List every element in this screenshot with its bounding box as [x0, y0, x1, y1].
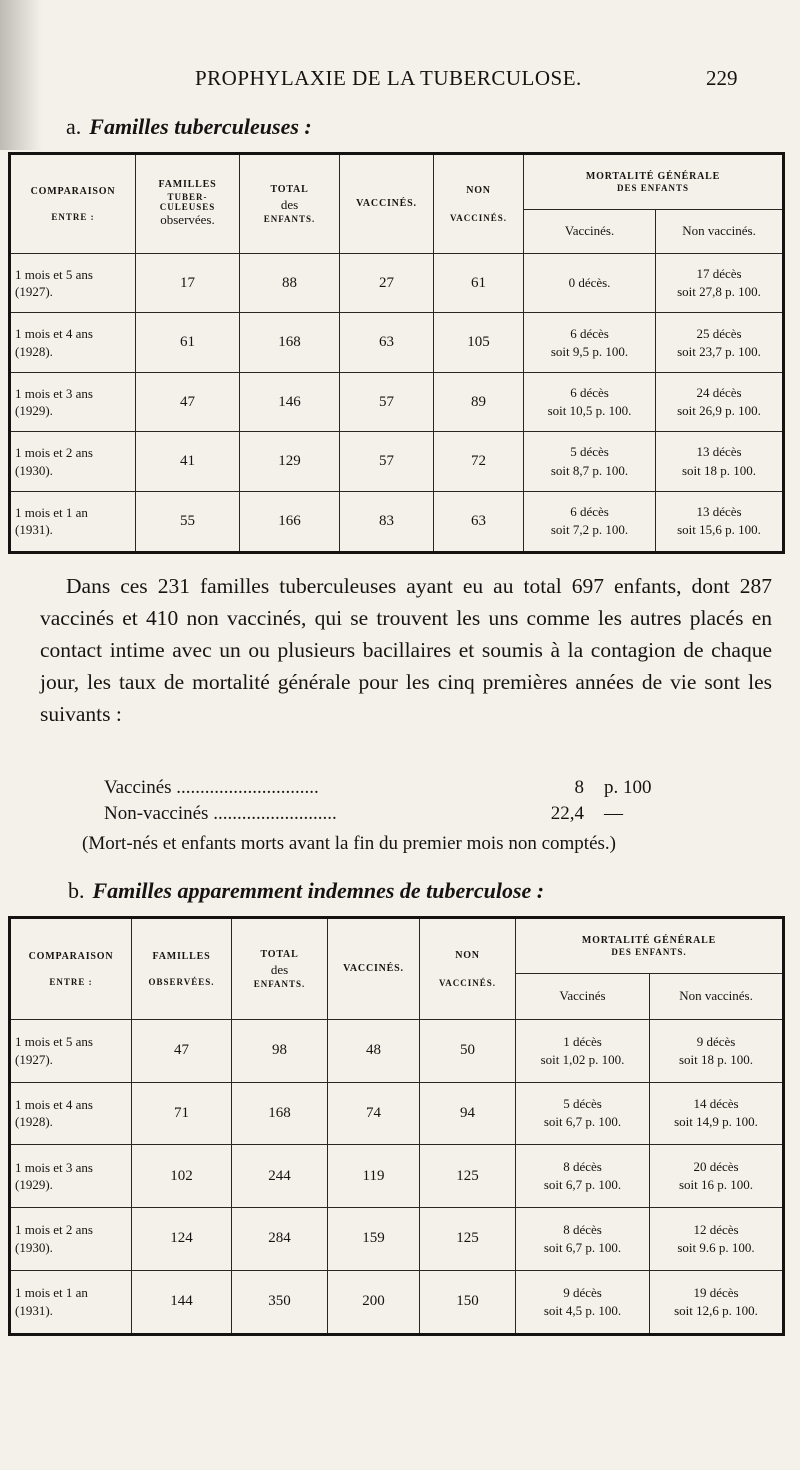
mortality-deaths: 13 décès [696, 444, 742, 460]
section-a-letter: a. [66, 114, 82, 139]
header-total-line1: TOTAL [270, 184, 309, 196]
year-label: (1927). [15, 1051, 53, 1067]
mortality-deaths: 1 décès [563, 1033, 602, 1049]
header-entre-label: ENTRE : [51, 212, 95, 223]
mortality-deaths: 0 décès. [568, 275, 611, 291]
table-row [10, 1270, 784, 1334]
mortality-rate: soit 16 p. 100. [678, 1177, 754, 1193]
header-total [232, 918, 328, 1020]
cell-mortality-vaccinated [524, 313, 656, 372]
header-total-line2: des [270, 961, 289, 977]
header-mortalite-line2: DES ENFANTS. [611, 947, 687, 958]
header-non-line2: VACCINÉS. [449, 213, 508, 224]
header-vaccines [340, 154, 434, 254]
cell-mortality-vaccinated [516, 1270, 650, 1334]
table-row [10, 1207, 784, 1270]
table-a-body [10, 254, 784, 553]
header-non-line1: NON [466, 184, 491, 196]
year-label: (1928). [15, 1114, 53, 1130]
cell-non-vaccines: 125 [420, 1207, 516, 1270]
cell-comparison [10, 372, 136, 431]
table-row [10, 254, 784, 313]
cell-mortality-unvaccinated [656, 254, 784, 313]
rate-value: 22,4 [550, 803, 584, 824]
cell-mortality-unvaccinated [656, 372, 784, 431]
period-label: 1 mois et 1 an [15, 1285, 88, 1301]
mortality-rate: soit 26,9 p. 100. [677, 403, 761, 419]
header-sub-vaccines: Vaccinés [516, 974, 650, 1020]
mortality-rate: soit 18 p. 100. [678, 1051, 754, 1067]
cell-familles: 71 [132, 1082, 232, 1145]
body-paragraph: Dans ces 231 familles tuberculeuses ayant eu au total 697 enfants, dont 287 vaccinés et 410 non vaccinés, qui se trouvent les uns comme les autres placés en contact intime avec un ou plusieurs bacillaires et soumis à la contagion de chaque jour, les taux de mortalité générale pour les cinq premières années de vie sont les suivants : [40, 574, 772, 726]
mortality-deaths: 25 décès [696, 325, 742, 341]
cell-comparison [10, 491, 136, 552]
cell-mortality-unvaccinated [650, 1207, 784, 1270]
running-title: PROPHYLAXIE DE LA TUBERCULOSE. [195, 66, 582, 90]
cell-familles: 124 [132, 1207, 232, 1270]
mortality-deaths: 5 décès [570, 444, 609, 460]
cell-total: 146 [240, 372, 340, 431]
cell-familles: 17 [136, 254, 240, 313]
mortality-rate: soit 14,9 p. 100. [674, 1114, 758, 1130]
rate-label: Vaccinés .............................. [104, 777, 319, 798]
mortality-rate: soit 6,7 p. 100. [543, 1114, 622, 1130]
cell-comparison [10, 1020, 132, 1083]
header-entre-label: ENTRE : [49, 977, 93, 988]
cell-non-vaccines: 89 [434, 372, 524, 431]
cell-mortality-vaccinated [524, 491, 656, 552]
mortality-deaths: 8 décès [563, 1158, 602, 1174]
footnote: (Mort-nés et enfants morts avant la fin du premier mois non comptés.) [82, 833, 616, 854]
cell-vaccines: 57 [340, 432, 434, 491]
header-comparaison [10, 154, 136, 254]
mortality-deaths: 9 décès [563, 1284, 602, 1300]
header-mortalite-line1: MORTALITÉ GÉNÉRALE [581, 934, 717, 946]
cell-total: 129 [240, 432, 340, 491]
section-b-title [68, 878, 544, 904]
section-b-title-text: Familles apparemment indemnes de tuberculose : [92, 878, 545, 903]
header-sub-vaccines: Vaccinés. [524, 210, 656, 254]
cell-familles: 102 [132, 1145, 232, 1208]
mortality-deaths: 14 décès [693, 1096, 739, 1112]
rate-row-vaccines [104, 777, 664, 803]
mortality-rate: soit 23,7 p. 100. [677, 343, 761, 359]
rate-row-non-vaccines [104, 803, 664, 829]
cell-non-vaccines: 150 [420, 1270, 516, 1334]
header-familles-line2: OBSERVÉES. [148, 977, 215, 988]
cell-familles: 55 [136, 491, 240, 552]
header-familles [132, 918, 232, 1020]
mortality-deaths: 9 décès [696, 1033, 736, 1049]
cell-comparison [10, 313, 136, 372]
cell-total: 350 [232, 1270, 328, 1334]
year-label: (1929). [15, 1177, 53, 1193]
cell-mortality-vaccinated [524, 372, 656, 431]
cell-familles: 47 [132, 1020, 232, 1083]
table-row [10, 1145, 784, 1208]
cell-vaccines: 57 [340, 372, 434, 431]
period-label: 1 mois et 4 ans [15, 326, 93, 342]
cell-vaccines: 200 [328, 1270, 420, 1334]
header-mortalite [516, 918, 784, 974]
mortality-rate: soit 15,6 p. 100. [677, 522, 761, 538]
header-familles-line1: FAMILLES [152, 950, 211, 962]
table-row [10, 1020, 784, 1083]
mortality-rate: soit 18 p. 100. [681, 462, 757, 478]
year-label: (1929). [15, 403, 53, 419]
mortality-rate: soit 8,7 p. 100. [550, 462, 629, 478]
mortality-deaths: 20 décès [693, 1158, 739, 1174]
cell-vaccines: 83 [340, 491, 434, 552]
cell-non-vaccines: 50 [420, 1020, 516, 1083]
cell-vaccines: 48 [328, 1020, 420, 1083]
cell-total: 88 [240, 254, 340, 313]
cell-mortality-unvaccinated [656, 313, 784, 372]
header-total-line1: TOTAL [260, 949, 299, 961]
mortality-rate: soit 7,2 p. 100. [550, 522, 629, 538]
header-mortalite-line2: DES ENFANTS [616, 183, 690, 194]
header-familles-line4: observées. [160, 211, 215, 227]
table-healthy-families [8, 916, 785, 1336]
header-total-line2: des [280, 196, 299, 212]
period-label: 1 mois et 5 ans [15, 266, 93, 282]
mortality-rate: soit 4,5 p. 100. [543, 1302, 622, 1318]
table-tuberculous-families [8, 152, 785, 554]
section-a-title-text: Familles tuberculeuses : [89, 114, 312, 139]
period-label: 1 mois et 5 ans [15, 1034, 93, 1050]
mortality-rate: soit 9.6 p. 100. [677, 1239, 755, 1255]
cell-vaccines: 27 [340, 254, 434, 313]
mortality-deaths: 6 décès [570, 384, 609, 400]
cell-comparison [10, 1145, 132, 1208]
cell-comparison [10, 254, 136, 313]
page-number: 229 [706, 66, 738, 90]
cell-mortality-vaccinated [524, 432, 656, 491]
header-total [240, 154, 340, 254]
year-label: (1931). [15, 522, 53, 538]
cell-vaccines: 63 [340, 313, 434, 372]
section-a-title [66, 114, 312, 140]
cell-total: 168 [232, 1082, 328, 1145]
cell-comparison [10, 1270, 132, 1334]
mortality-deaths: 6 décès [570, 504, 609, 520]
cell-non-vaccines: 105 [434, 313, 524, 372]
rate-unit: p. 100 [604, 777, 652, 798]
mortality-rate: soit 1,02 p. 100. [540, 1051, 625, 1067]
cell-non-vaccines: 72 [434, 432, 524, 491]
cell-comparison [10, 1207, 132, 1270]
table-b-body [10, 1020, 784, 1335]
header-vaccines-label: VACCINÉS. [356, 197, 417, 209]
cell-mortality-unvaccinated [650, 1082, 784, 1145]
cell-familles: 47 [136, 372, 240, 431]
table-row [10, 1082, 784, 1145]
header-non-line1: NON [455, 949, 480, 961]
cell-mortality-vaccinated [516, 1207, 650, 1270]
mortality-rates [104, 777, 664, 829]
period-label: 1 mois et 4 ans [15, 1096, 93, 1112]
table-row [10, 432, 784, 491]
header-non-line2: VACCINÉS. [438, 978, 497, 989]
mortality-deaths: 12 décès [693, 1221, 739, 1237]
cell-mortality-vaccinated [516, 1145, 650, 1208]
cell-non-vaccines: 61 [434, 254, 524, 313]
period-label: 1 mois et 2 ans [15, 1222, 93, 1238]
header-sub-non-vaccines: Non vaccinés. [650, 974, 784, 1020]
header-comparaison [10, 918, 132, 1020]
mortality-deaths: 6 décès [570, 325, 609, 341]
mortality-rate: soit 6,7 p. 100. [543, 1239, 622, 1255]
rate-value: 8 [574, 777, 584, 798]
mortality-rate: soit 6,7 p. 100. [543, 1177, 622, 1193]
mortality-deaths: 13 décès [696, 504, 742, 520]
header-familles [136, 154, 240, 254]
page-header [0, 66, 800, 96]
header-sub-non-vaccines: Non vaccinés. [656, 210, 784, 254]
mortality-rate: soit 9,5 p. 100. [550, 343, 629, 359]
cell-mortality-unvaccinated [656, 491, 784, 552]
mortality-rate: soit 12,6 p. 100. [674, 1302, 758, 1318]
section-b-letter: b. [68, 878, 85, 903]
cell-comparison [10, 432, 136, 491]
cell-familles: 144 [132, 1270, 232, 1334]
header-mortalite-line1: MORTALITÉ GÉNÉRALE [585, 170, 721, 182]
rate-label: Non-vaccinés .......................... [104, 803, 337, 824]
mortality-deaths: 5 décès [563, 1096, 602, 1112]
header-comparaison-label: COMPARAISON [28, 950, 114, 962]
period-label: 1 mois et 3 ans [15, 385, 93, 401]
cell-non-vaccines: 63 [434, 491, 524, 552]
header-total-line3: ENFANTS. [263, 213, 316, 224]
cell-mortality-vaccinated [516, 1082, 650, 1145]
header-non-vaccines [434, 154, 524, 254]
mortality-deaths: 8 décès [563, 1221, 602, 1237]
header-familles-line1: FAMILLES [158, 179, 217, 191]
cell-total: 166 [240, 491, 340, 552]
cell-vaccines: 119 [328, 1145, 420, 1208]
header-familles-line2: TUBER- [167, 191, 208, 202]
cell-non-vaccines: 94 [420, 1082, 516, 1145]
cell-mortality-unvaccinated [650, 1020, 784, 1083]
cell-comparison [10, 1082, 132, 1145]
cell-vaccines: 159 [328, 1207, 420, 1270]
cell-vaccines: 74 [328, 1082, 420, 1145]
rate-unit: — [604, 803, 623, 824]
table-row [10, 313, 784, 372]
period-label: 1 mois et 3 ans [15, 1159, 93, 1175]
cell-total: 98 [232, 1020, 328, 1083]
cell-familles: 61 [136, 313, 240, 372]
mortality-rate: soit 27,8 p. 100. [677, 284, 761, 300]
period-label: 1 mois et 1 an [15, 504, 88, 520]
cell-total: 284 [232, 1207, 328, 1270]
period-label: 1 mois et 2 ans [15, 445, 93, 461]
cell-mortality-vaccinated [524, 254, 656, 313]
mortality-deaths: 19 décès [693, 1284, 739, 1300]
cell-total: 244 [232, 1145, 328, 1208]
mortality-deaths: 17 décès [696, 266, 742, 282]
table-row [10, 372, 784, 431]
header-vaccines-label: VACCINÉS. [343, 962, 404, 974]
year-label: (1930). [15, 1239, 53, 1255]
cell-mortality-vaccinated [516, 1020, 650, 1083]
year-label: (1928). [15, 343, 53, 359]
year-label: (1930). [15, 462, 53, 478]
cell-familles: 41 [136, 432, 240, 491]
cell-mortality-unvaccinated [656, 432, 784, 491]
cell-mortality-unvaccinated [650, 1145, 784, 1208]
header-non-vaccines [420, 918, 516, 1020]
table-row [10, 491, 784, 552]
year-label: (1927). [15, 284, 53, 300]
year-label: (1931). [15, 1302, 53, 1318]
mortality-rate: soit 10,5 p. 100. [547, 403, 632, 419]
header-familles-line3: CULEUSES [159, 201, 216, 212]
mortality-deaths: 24 décès [696, 384, 742, 400]
header-mortalite [524, 154, 784, 210]
header-total-line3: ENFANTS. [253, 978, 306, 989]
cell-total: 168 [240, 313, 340, 372]
header-comparaison-label: COMPARAISON [30, 185, 116, 197]
cell-non-vaccines: 125 [420, 1145, 516, 1208]
header-vaccines [328, 918, 420, 1020]
cell-mortality-unvaccinated [650, 1270, 784, 1334]
